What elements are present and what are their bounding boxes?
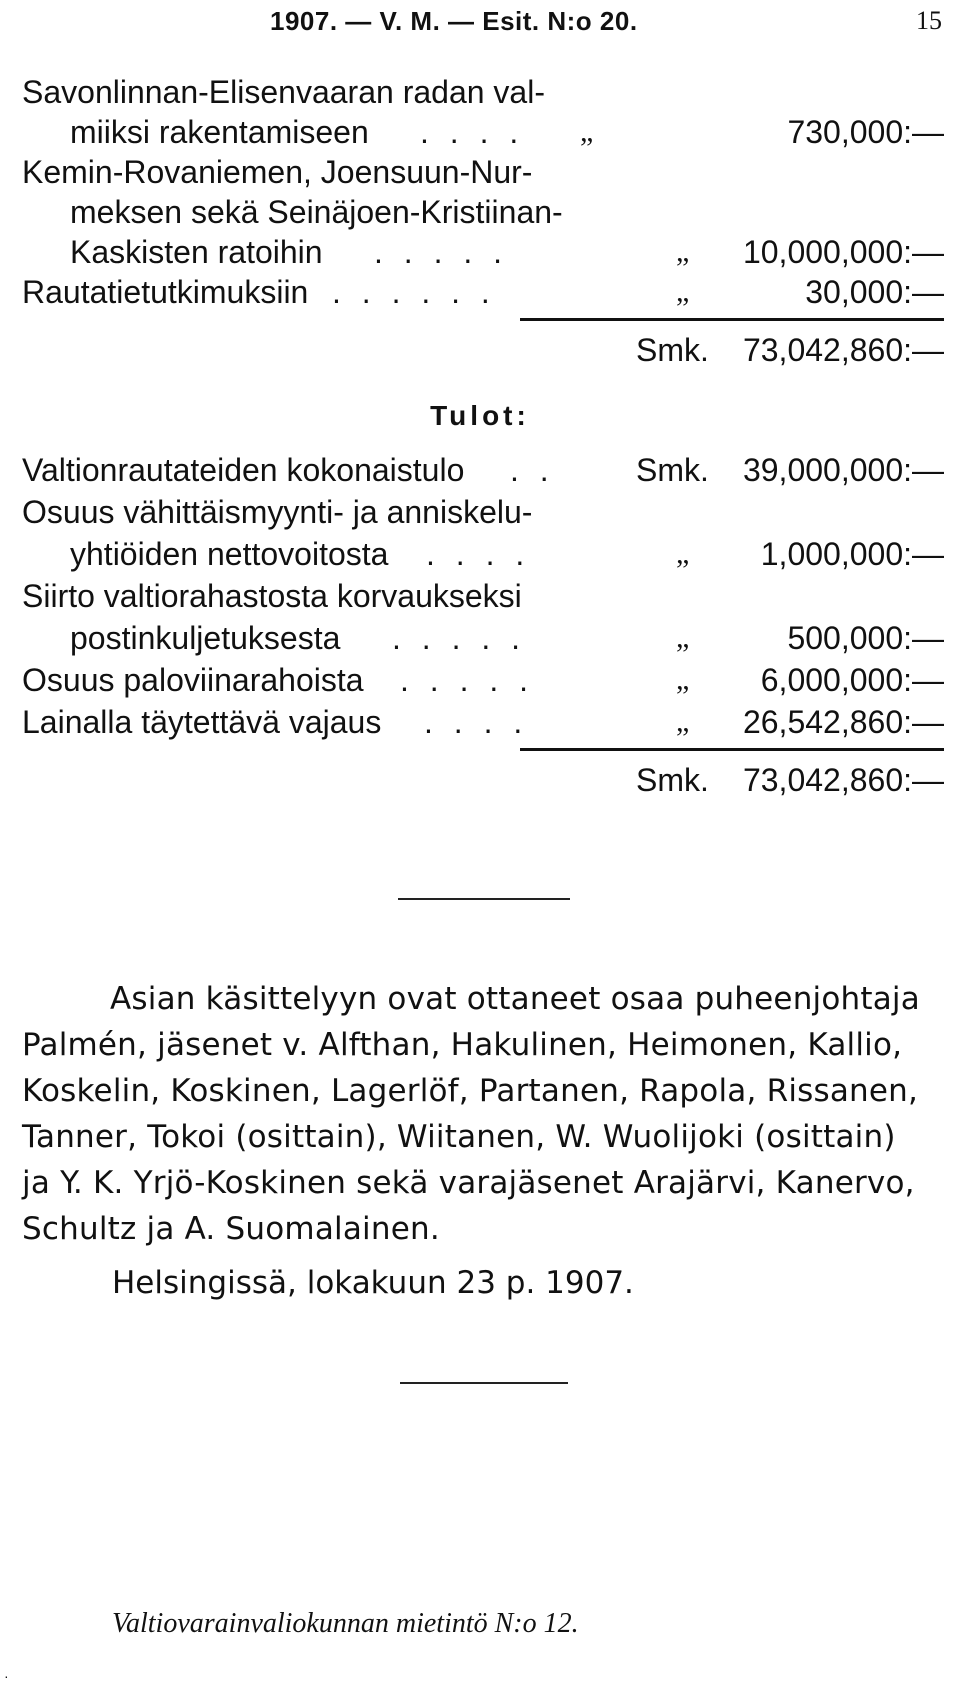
- income-amount: 1,000,000:—: [760, 536, 944, 572]
- leader-dots: . . . .: [420, 114, 525, 150]
- income-label: Valtionrautateiden kokonaistulo: [22, 452, 465, 488]
- page-number: 15: [916, 6, 942, 35]
- ditto-mark: „: [676, 275, 690, 308]
- paragraph-line: Asian käsittelyyn ovat ottaneet osaa puheenjohtaja: [110, 981, 920, 1017]
- income-line: [0, 702, 960, 742]
- paragraph-line: ja Y. K. Yrjö-Koskinen sekä varajäsenet Arajärvi, Kanervo,: [22, 1165, 915, 1201]
- leader-dots: . . . . .: [392, 620, 527, 656]
- paragraph-line: Tanner, Tokoi (osittain), Wiitanen, W. Wuolijoki (osittain): [22, 1119, 896, 1155]
- print-speck: ·: [4, 1668, 9, 1684]
- footer-citation: Valtiovarainvaliokunnan mietintö N:o 12.: [112, 1608, 579, 1639]
- income-line: [0, 660, 960, 700]
- expense-amount: 30,000:—: [805, 274, 944, 310]
- expense-line: [0, 112, 960, 152]
- income-line: [0, 618, 960, 658]
- income-amount: 500,000:—: [787, 620, 944, 656]
- income-label: Lainalla täytettävä vajaus: [22, 704, 382, 740]
- currency-label: Smk.: [636, 762, 709, 798]
- leader-dots: . . . . .: [400, 662, 535, 698]
- expense-line: [0, 232, 960, 272]
- place-and-date: Helsingissä, lokakuun 23 p. 1907.: [112, 1265, 634, 1301]
- expense-label: Savonlinnan-Elisenvaaran radan val-: [22, 74, 545, 110]
- expense-label: Kaskisten ratoihin: [70, 234, 323, 270]
- expense-line: [0, 72, 960, 112]
- expense-label: miiksi rakentamiseen: [70, 114, 369, 150]
- ditto-mark: „: [580, 115, 594, 148]
- committee-paragraph: [22, 976, 942, 1252]
- income-line: [0, 534, 960, 574]
- income-label: Siirto valtiorahastosta korvaukseksi: [22, 578, 522, 614]
- expense-line: [0, 272, 960, 312]
- income-label: Osuus vähittäismyynti- ja anniskelu-: [22, 494, 533, 530]
- leader-dots: . . . . .: [374, 234, 509, 270]
- sum-rule: [520, 318, 944, 321]
- section-heading: Tulot:: [430, 400, 530, 431]
- currency-label: Smk.: [636, 452, 709, 488]
- ditto-mark: „: [676, 705, 690, 738]
- sum-rule: [520, 748, 944, 751]
- expense-amount: 730,000:—: [787, 114, 944, 150]
- ditto-mark: „: [676, 235, 690, 268]
- total-amount: 73,042,860:—: [742, 762, 944, 798]
- expense-label: meksen sekä Seinäjoen-Kristiinan-: [70, 194, 563, 230]
- leader-dots: . . . .: [426, 536, 531, 572]
- paragraph-line: Palmén, jäsenet v. Alfthan, Hakulinen, Heimonen, Kallio,: [22, 1027, 903, 1063]
- income-label: postinkuljetuksesta: [70, 620, 341, 656]
- income-line: [0, 450, 960, 490]
- expense-line: [0, 192, 960, 232]
- income-label: Osuus paloviinarahoista: [22, 662, 364, 698]
- leader-dots: . .: [510, 452, 555, 488]
- income-line: [0, 576, 960, 616]
- ditto-mark: „: [676, 537, 690, 570]
- ditto-mark: „: [676, 663, 690, 696]
- paragraph-line: Schultz ja A. Suomalainen.: [22, 1211, 440, 1247]
- ditto-mark: „: [676, 621, 690, 654]
- currency-label: Smk.: [636, 332, 709, 368]
- expense-label: Kemin-Rovaniemen, Joensuun-Nur-: [22, 154, 533, 190]
- income-amount: 39,000,000:—: [742, 452, 944, 488]
- leader-dots: . . . . . .: [332, 274, 496, 310]
- section-separator: [398, 898, 570, 900]
- income-total: [0, 760, 960, 800]
- header-title: 1907. — V. M. — Esit. N:o 20.: [270, 6, 638, 36]
- income-line: [0, 492, 960, 532]
- closing-separator: [400, 1382, 568, 1384]
- page-header: [0, 2, 960, 42]
- income-label: yhtiöiden nettovoitosta: [70, 536, 389, 572]
- leader-dots: . . . .: [424, 704, 529, 740]
- expense-line: [0, 152, 960, 192]
- expense-amount: 10,000,000:—: [742, 234, 944, 270]
- income-amount: 6,000,000:—: [760, 662, 944, 698]
- paragraph-line: Koskelin, Koskinen, Lagerlöf, Partanen, Rapola, Rissanen,: [22, 1073, 919, 1109]
- expense-label: Rautatietutkimuksiin: [22, 274, 309, 310]
- expenses-total: [0, 330, 960, 370]
- income-amount: 26,542,860:—: [742, 704, 944, 740]
- total-amount: 73,042,860:—: [742, 332, 944, 368]
